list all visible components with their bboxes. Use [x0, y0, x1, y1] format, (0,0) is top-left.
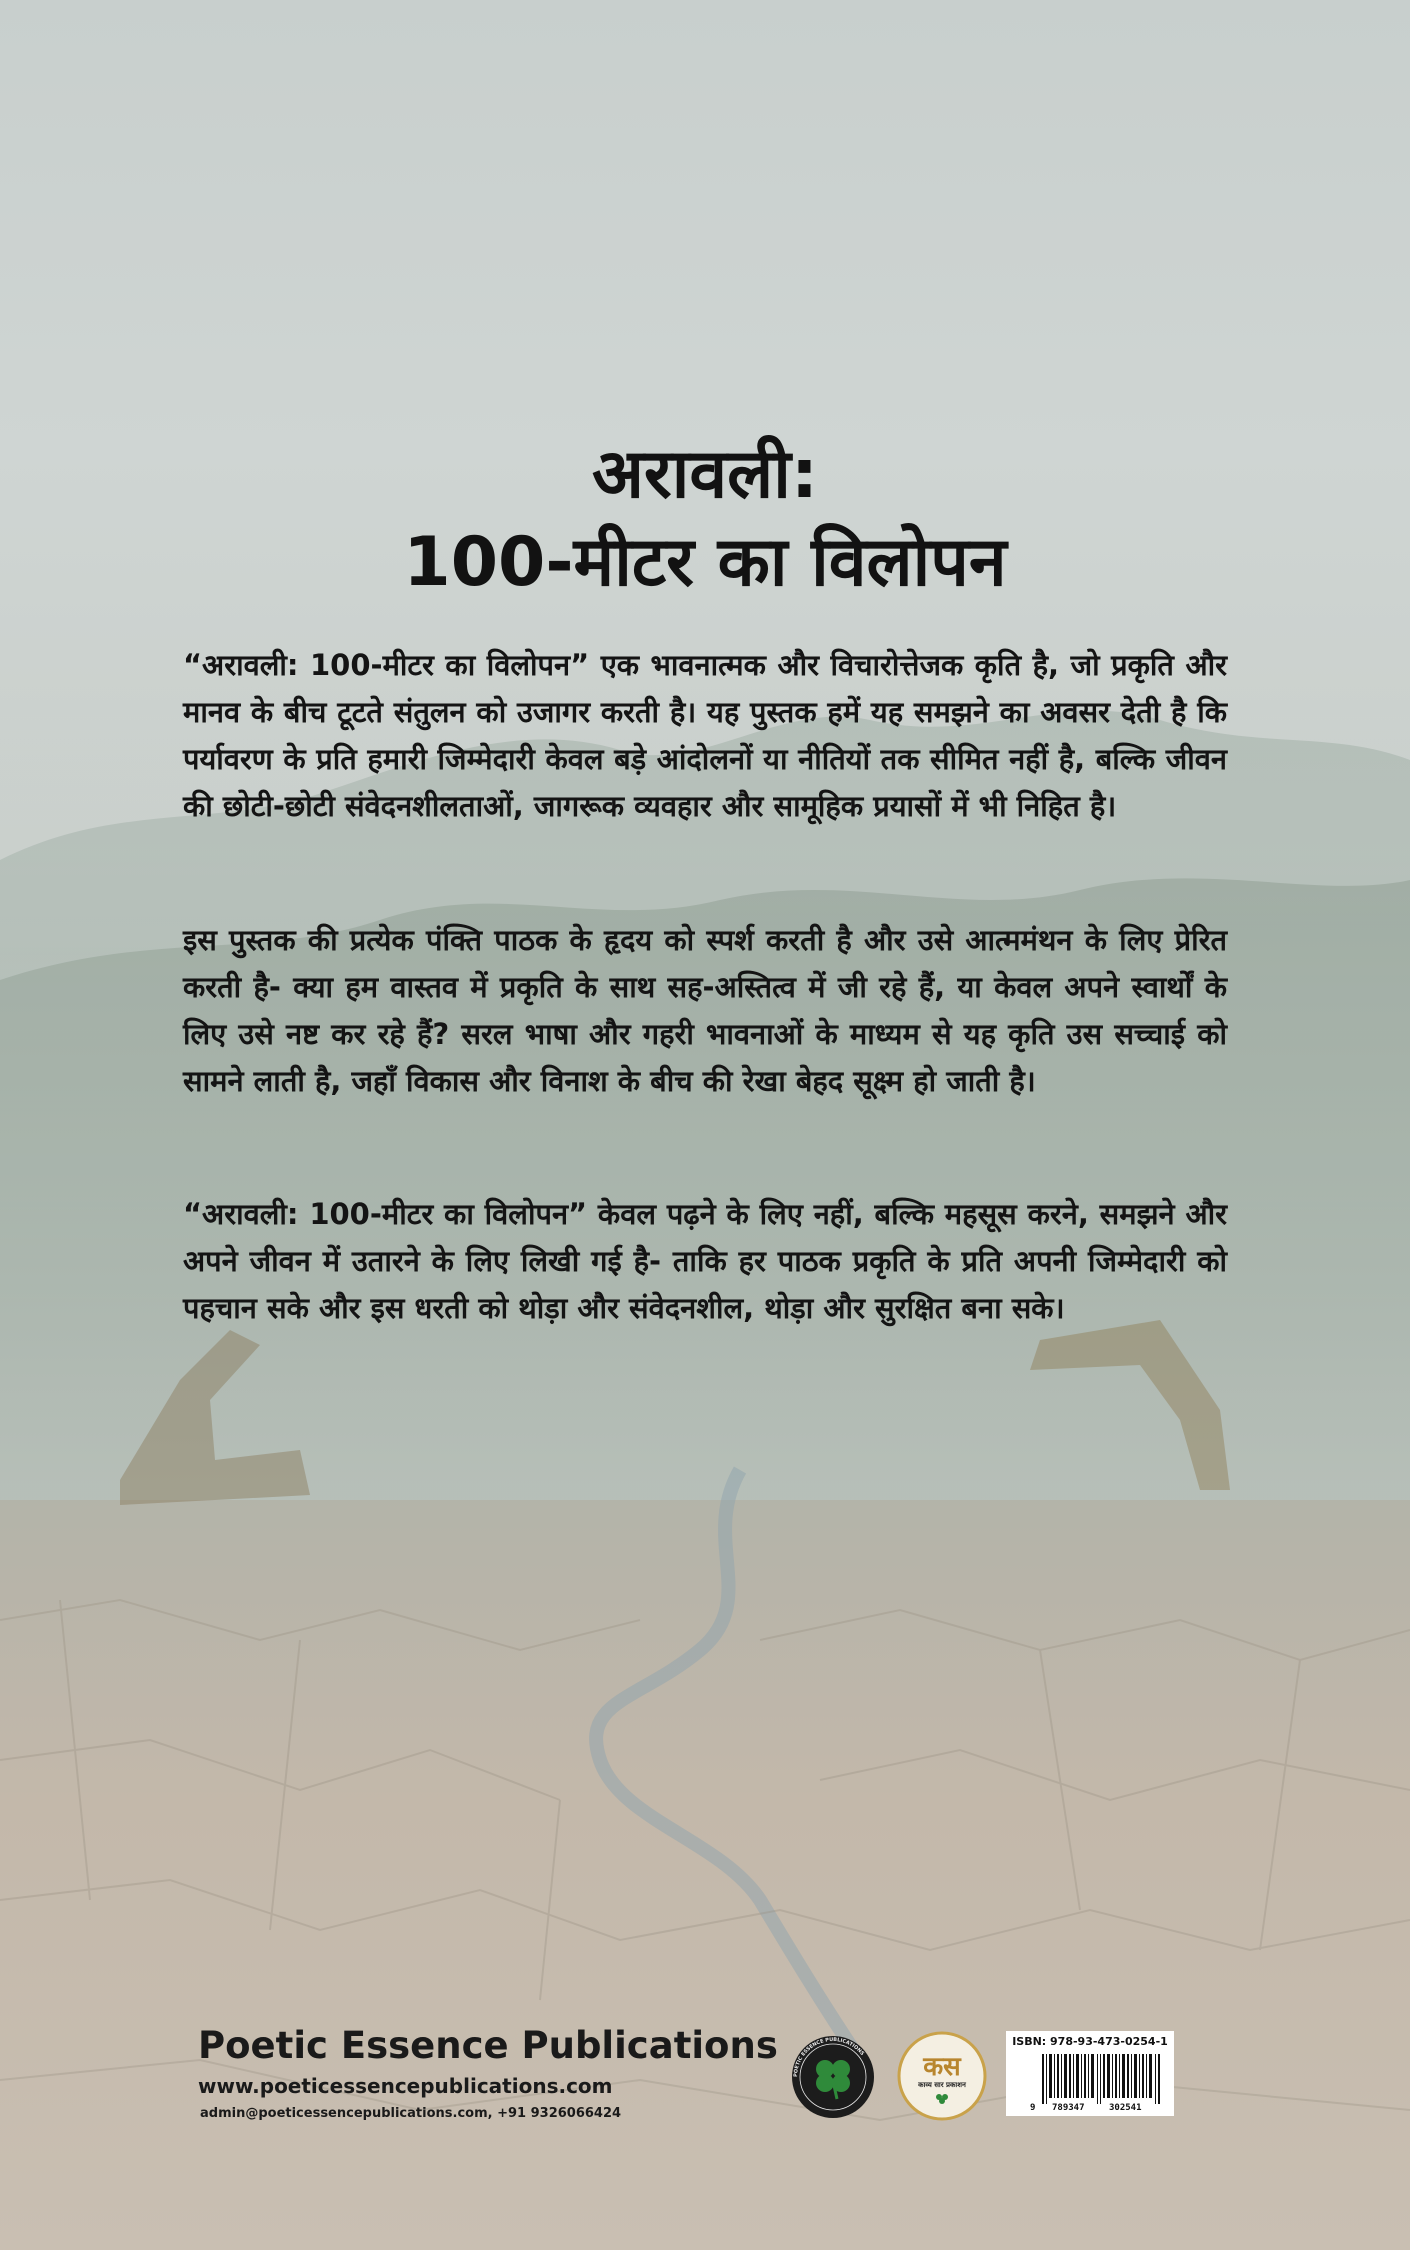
- publisher-website: www.poeticessencepublications.com: [198, 2074, 613, 2098]
- description-paragraph-3: “अरावली: 100-मीटर का विलोपन” केवल पढ़ने के लिए नहीं, बल्कि महसूस करने, समझने और अपने जीवन में उतारने के लिए लिखी गई है- ताकि हर पाठक प्रकृति के प्रति अपनी जिम्मेदारी को पहचान सके और इस धरती को थोड़ा और संवेदनशील, थोड़ा और सुरक्षित बना सके।: [183, 1197, 1227, 1325]
- barcode-digits-left: 789347: [1052, 2103, 1085, 2113]
- isbn-barcode-block: [1006, 2031, 1174, 2116]
- isbn-label: ISBN: 978-93-473-0254-1: [1012, 2035, 1168, 2048]
- barcode-icon: [1042, 2054, 1160, 2104]
- clover-logo-icon: [791, 2035, 875, 2119]
- description-paragraph-2: इस पुस्तक की प्रत्येक पंक्ति पाठक के हृदय को स्पर्श करती है और उसे आत्ममंथन के लिए प्रेरित करती है- क्या हम वास्तव में प्रकृति के साथ सह-अस्तित्व में जी रहे हैं, या केवल अपने स्वार्थों के लिए उसे नष्ट कर रहे हैं? सरल भाषा और गहरी भावनाओं के माध्यम से यह कृति उस सच्चाई को सामने लाती है, जहाँ विकास और विनाश के बीच की रेखा बेहद सूक्ष्म हो जाती है।: [183, 923, 1227, 1098]
- barcode-digits-right: 302541: [1109, 2103, 1142, 2113]
- logo2-subtitle: काव्य सार प्रकाशन: [918, 2081, 966, 2089]
- logo-ring-text: POETIC ESSENCE PUBLICATIONS: [792, 2036, 866, 2078]
- publisher-name: Poetic Essence Publications: [198, 2024, 778, 2067]
- title-line-1: अरावली:: [591, 435, 819, 514]
- publisher-contact: admin@poeticessencepublications.com, +91 9326066424: [200, 2106, 622, 2121]
- kas-publication-logo-icon: [897, 2031, 987, 2121]
- barcode-digit-lead: 9: [1030, 2103, 1036, 2113]
- description-paragraph-1: “अरावली: 100-मीटर का विलोपन” एक भावनात्मक और विचारोत्तेजक कृति है, जो प्रकृति और मानव के बीच टूटते संतुलन को उजागर करती है। यह पुस्तक हमें यह समझने का अवसर देती है कि पर्यावरण के प्रति हमारी जिम्मेदारी केवल बड़े आंदोलनों या नीतियों तक सीमित नहीं है, बल्कि जीवन की छोटी-छोटी संवेदनशीलताओं, जागरूक व्यवहार और सामूहिक प्रयासों में भी निहित है।: [183, 648, 1227, 823]
- logo2-mark: कस: [923, 2052, 961, 2082]
- title-line-2: 100-मीटर का विलोपन: [403, 523, 1007, 602]
